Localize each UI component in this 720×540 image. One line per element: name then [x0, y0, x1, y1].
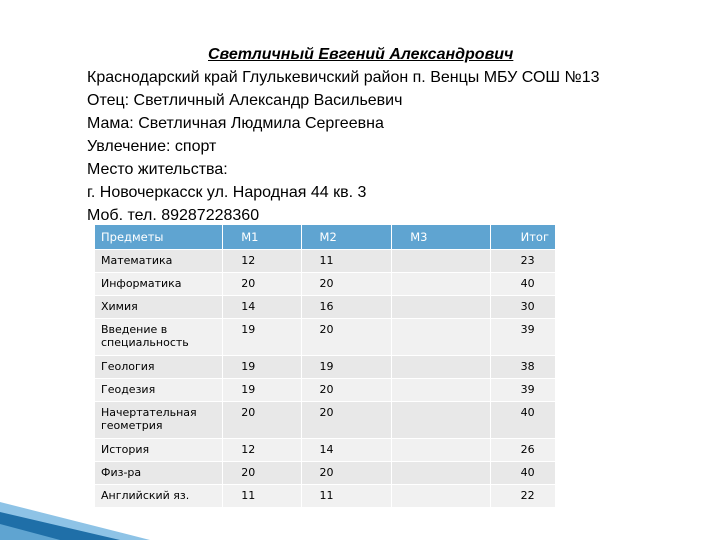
table-row: [95, 485, 556, 508]
student-name: Светличный Евгений Александрович: [208, 46, 514, 63]
school-line: Краснодарский край Глулькевичский район п. Венцы МБУ СОШ №13: [87, 69, 600, 86]
cell-subject: Начертательная геометрия: [95, 402, 223, 439]
cell-m3: [392, 356, 490, 379]
table-row: [95, 379, 556, 402]
cell-m3: [392, 296, 490, 319]
cell-m1: 14: [223, 296, 301, 319]
cell-subject: Математика: [95, 250, 223, 273]
cell-m1: 19: [223, 356, 301, 379]
table-row: [95, 462, 556, 485]
cell-m1: 19: [223, 379, 301, 402]
cell-total: 40: [490, 462, 555, 485]
cell-m2: 19: [301, 356, 392, 379]
header-total: Итог: [490, 225, 555, 250]
table-header-row: [95, 225, 556, 250]
address-line: г. Новочеркасск ул. Народная 44 кв. 3: [87, 184, 367, 201]
table-row: [95, 439, 556, 462]
cell-m1: 20: [223, 273, 301, 296]
cell-m2: 14: [301, 439, 392, 462]
cell-total: 40: [490, 273, 555, 296]
cell-m2: 20: [301, 402, 392, 439]
cell-m3: [392, 319, 490, 356]
table-row: [95, 402, 556, 439]
cell-total: 39: [490, 319, 555, 356]
header-m1: М1: [223, 225, 301, 250]
header-m3: М3: [392, 225, 490, 250]
cell-m3: [392, 379, 490, 402]
cell-m3: [392, 462, 490, 485]
cell-m3: [392, 439, 490, 462]
cell-m2: 20: [301, 273, 392, 296]
cell-m3: [392, 250, 490, 273]
grades-table: [94, 224, 556, 508]
cell-subject: Введение в специальность: [95, 319, 223, 356]
cell-m2: 11: [301, 485, 392, 508]
table-row: [95, 319, 556, 356]
cell-subject: Физ-ра: [95, 462, 223, 485]
cell-m2: 20: [301, 462, 392, 485]
mother-line: Мама: Светличная Людмила Сергеевна: [87, 115, 384, 132]
cell-m3: [392, 402, 490, 439]
cell-m1: 20: [223, 462, 301, 485]
cell-subject: Английский яз.: [95, 485, 223, 508]
cell-subject: Химия: [95, 296, 223, 319]
cell-subject: Информатика: [95, 273, 223, 296]
father-line: Отец: Светличный Александр Васильевич: [87, 92, 403, 109]
hobby-line: Увлечение: спорт: [87, 138, 217, 155]
cell-total: 30: [490, 296, 555, 319]
cell-total: 38: [490, 356, 555, 379]
cell-m2: 11: [301, 250, 392, 273]
cell-m2: 20: [301, 319, 392, 356]
table-row: [95, 273, 556, 296]
cell-m1: 12: [223, 250, 301, 273]
header-subject: Предметы: [95, 225, 223, 250]
cell-total: 40: [490, 402, 555, 439]
cell-total: 23: [490, 250, 555, 273]
student-info: [87, 44, 697, 227]
phone-line: Моб. тел. 89287228360: [87, 207, 260, 224]
cell-m2: 16: [301, 296, 392, 319]
cell-m1: 12: [223, 439, 301, 462]
cell-subject: Геодезия: [95, 379, 223, 402]
header-m2: М2: [301, 225, 392, 250]
cell-total: 39: [490, 379, 555, 402]
cell-total: 26: [490, 439, 555, 462]
table-row: [95, 250, 556, 273]
cell-m3: [392, 485, 490, 508]
cell-subject: Геология: [95, 356, 223, 379]
cell-total: 22: [490, 485, 555, 508]
residence-label: Место жительства:: [87, 161, 228, 178]
cell-m3: [392, 273, 490, 296]
cell-m1: 11: [223, 485, 301, 508]
cell-subject: История: [95, 439, 223, 462]
cell-m2: 20: [301, 379, 392, 402]
cell-m1: 20: [223, 402, 301, 439]
table-row: [95, 356, 556, 379]
cell-m1: 19: [223, 319, 301, 356]
table-row: [95, 296, 556, 319]
